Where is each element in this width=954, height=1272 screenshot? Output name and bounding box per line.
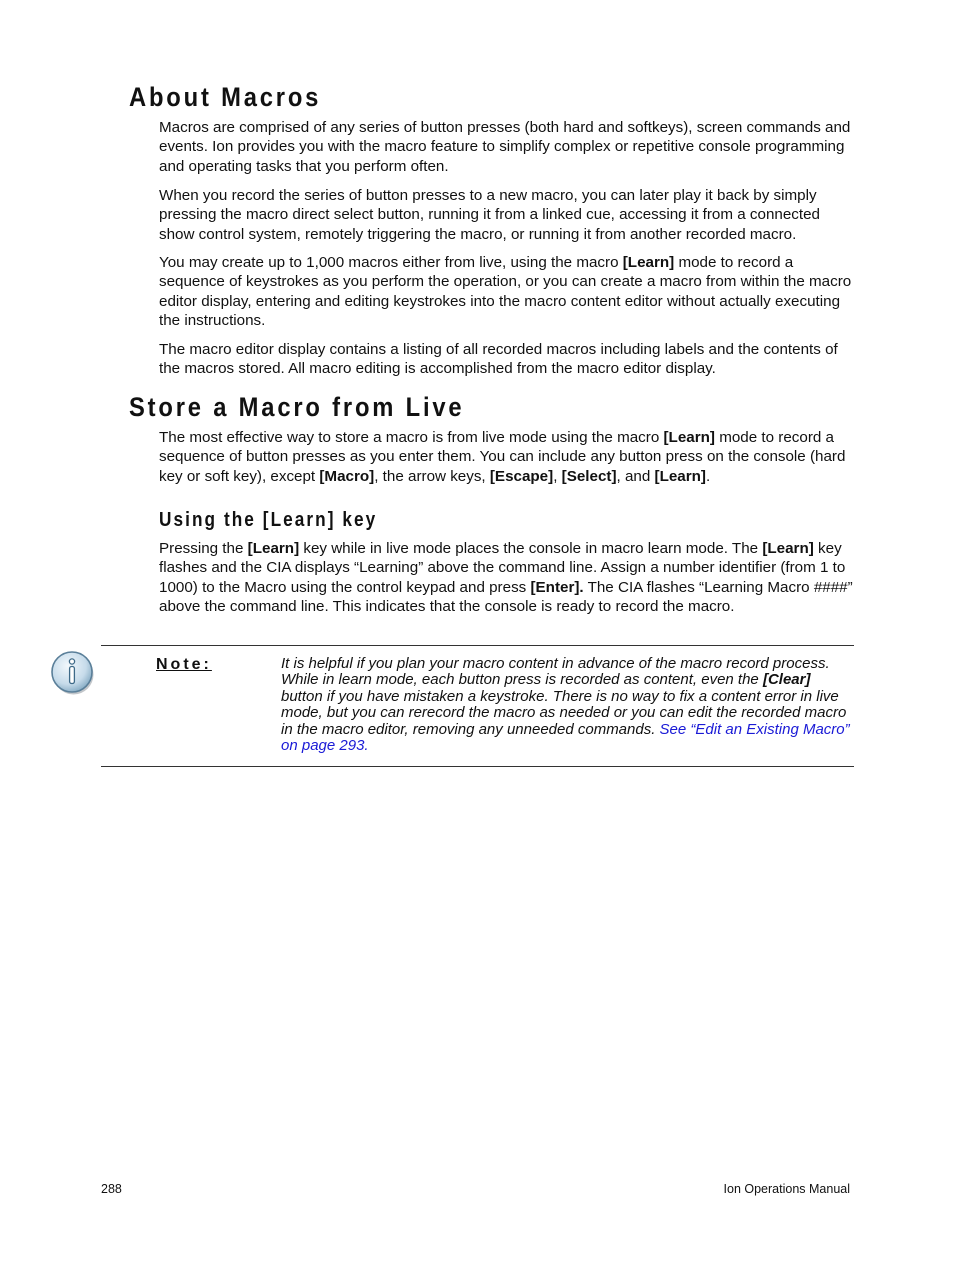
note-label: Note: bbox=[156, 656, 212, 673]
text-run: , bbox=[553, 467, 562, 485]
edit-macro-link[interactable]: See “Edit an Existing Macro” on page 293. bbox=[281, 720, 850, 755]
note-top-rule bbox=[101, 645, 854, 646]
text-run: , the arrow keys, bbox=[374, 467, 490, 485]
learn-key-ref: [Learn] bbox=[622, 254, 675, 271]
text-run: key flashes and the CIA displays “Learning” above the command line. Assign a number identifier (from 1 to 1000) to the Macro using the control keypad and press bbox=[159, 540, 846, 596]
text-run: . bbox=[706, 467, 711, 485]
learn-key-ref: [Learn] bbox=[654, 467, 706, 485]
text-run: Pressing the bbox=[159, 540, 248, 557]
note-bottom-rule bbox=[101, 766, 854, 767]
heading-about-macros: About Macros bbox=[129, 82, 322, 112]
text-run: It is helpful if you plan your macro content in advance of the macro record process. While in learn mode, each button press is recorded as content, even the bbox=[281, 655, 830, 689]
learn-key-ref: [Learn] bbox=[663, 429, 715, 446]
learn-key-ref: [Learn] bbox=[247, 540, 300, 557]
enter-key-ref: [Enter]. bbox=[530, 578, 584, 596]
about-paragraph-1: Macros are comprised of any series of button presses (both hard and softkeys), screen commands and events. Ion provides you with the macro feature to simplify complex or repetitive console programming and operating tasks that you perform often. bbox=[159, 119, 851, 175]
store-paragraph-1 bbox=[159, 428, 854, 486]
text-run: key while in live mode places the console in macro learn mode. The bbox=[299, 540, 763, 557]
text-run: mode to record a sequence of keystrokes as you perform the operation, or you can create a macro from within the macro editor display, entering and editing keystrokes into the macro content editor without actually executing the instructions. bbox=[159, 254, 852, 330]
macro-key-ref: [Macro] bbox=[319, 467, 375, 485]
heading-using-learn-key: Using the [Learn] key bbox=[159, 509, 378, 531]
note-text bbox=[281, 656, 854, 754]
info-icon bbox=[50, 650, 96, 696]
manual-title: Ion Operations Manual bbox=[723, 1182, 850, 1196]
clear-key-ref: [Clear] bbox=[762, 671, 811, 689]
text-run: The CIA flashes “Learning Macro ####” above the command line. This indicates that the console is ready to record the macro. bbox=[159, 578, 853, 616]
page-number: 288 bbox=[101, 1182, 122, 1196]
heading-store-macro: Store a Macro from Live bbox=[129, 392, 465, 422]
text-run: The most effective way to store a macro is from live mode using the macro bbox=[159, 429, 664, 446]
escape-key-ref: [Escape] bbox=[489, 467, 554, 485]
text-run: button if you have mistaken a keystroke. There is no way to fix a content error in live mode, but you can rerecord the macro as needed or you can edit the recorded macro in the macro editor, removing any unneeded commands. bbox=[281, 687, 847, 738]
about-paragraph-4: The macro editor display contains a listing of all recorded macros including labels and the contents of the macros stored. All macro editing is accomplished from the macro editor display. bbox=[159, 341, 838, 378]
about-paragraph-2: When you record the series of button presses to a new macro, you can later play it back by simply pressing the macro direct select button, running it from a linked cue, accessing it from a connected show control system, remotely triggering the macro, or running it from another recorded macro. bbox=[159, 187, 820, 243]
select-key-ref: [Select] bbox=[561, 467, 617, 485]
text-run: You may create up to 1,000 macros either from live, using the macro bbox=[159, 254, 623, 271]
text-run: mode to record a sequence of button presses as you enter them. You can include any button press on the console (hard key or soft key), except bbox=[159, 429, 846, 485]
learn-key-ref: [Learn] bbox=[762, 540, 814, 557]
about-paragraph-3 bbox=[159, 253, 854, 331]
text-run: , and bbox=[616, 467, 655, 485]
learn-paragraph-1 bbox=[159, 539, 854, 617]
